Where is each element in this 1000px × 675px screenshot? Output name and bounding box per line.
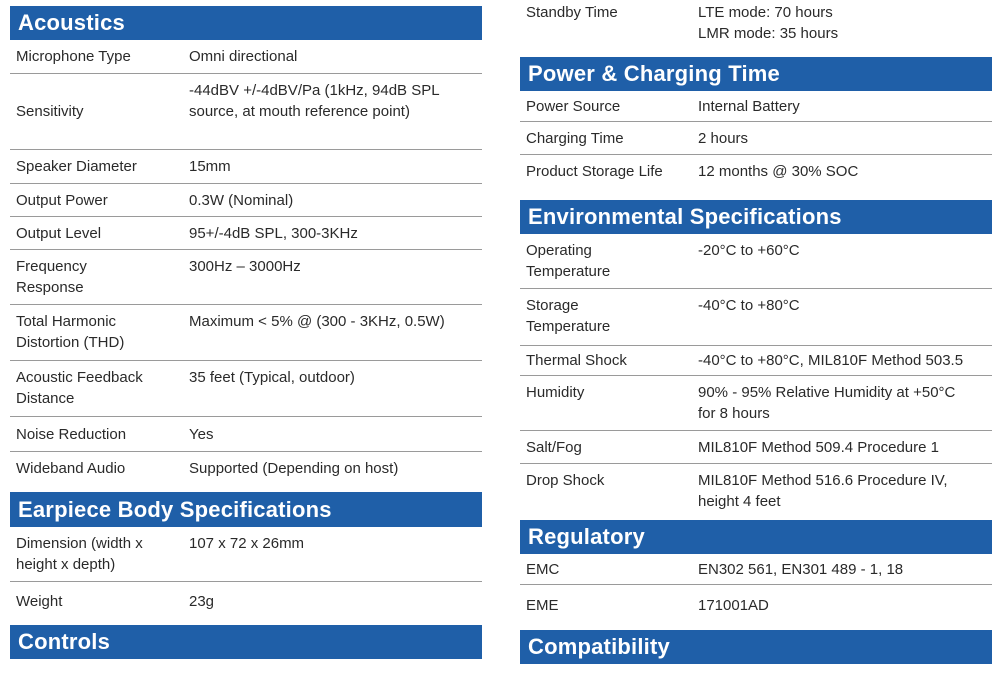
left-column xyxy=(10,0,482,659)
spec-value: MIL810F Method 509.4 Procedure 1 xyxy=(698,438,939,456)
spec-row xyxy=(10,305,482,361)
spec-row xyxy=(10,74,482,150)
spec-label: Charging Time xyxy=(526,129,624,147)
spec-row xyxy=(10,184,482,217)
section-header-regulatory: Regulatory xyxy=(520,520,992,554)
spec-label: Thermal Shock xyxy=(526,352,627,369)
spec-row xyxy=(520,346,992,376)
spec-row xyxy=(10,250,482,305)
spec-value: -44dBV +/-4dBV/Pa (1kHz, 94dB SPL source, at mouth reference point) xyxy=(189,82,440,120)
spec-label: Wideband Audio xyxy=(16,459,126,477)
spec-row xyxy=(10,40,482,74)
spec-row xyxy=(520,464,992,520)
spec-label: Power Source xyxy=(526,97,621,115)
spec-row xyxy=(520,585,992,625)
spec-value: 15mm xyxy=(189,158,231,175)
spec-label: Sensitivity xyxy=(16,103,84,120)
spec-label: EME xyxy=(526,596,559,614)
spec-label: Frequency Response xyxy=(16,258,87,296)
spec-row xyxy=(10,452,482,484)
spec-value: 23g xyxy=(189,592,215,610)
spec-value: Maximum < 5% @ (300 - 3KHz, 0.5W) xyxy=(189,313,445,330)
spec-value: Supported (Depending on host) xyxy=(189,459,399,477)
spec-value: 12 months @ 30% SOC xyxy=(698,163,859,180)
spec-row xyxy=(520,289,992,346)
spec-value: Yes xyxy=(189,425,214,443)
spec-row xyxy=(520,234,992,289)
spec-value: -40°C to +80°C, MIL810F Method 503.5 xyxy=(698,352,964,369)
spec-label: Total Harmonic Distortion (THD) xyxy=(16,313,125,351)
section-header-earpiece: Earpiece Body Specifications xyxy=(10,492,482,527)
spec-row xyxy=(520,155,992,188)
spec-value: 0.3W (Nominal) xyxy=(189,191,294,209)
spec-value: EN302 561, EN301 489 - 1, 18 xyxy=(698,560,904,578)
spec-row xyxy=(10,361,482,417)
spec-label: Noise Reduction xyxy=(16,425,127,443)
spec-row xyxy=(10,150,482,184)
spec-value: 90% - 95% Relative Humidity at +50°C for 8 hours xyxy=(698,384,956,422)
spec-row xyxy=(520,376,992,431)
spec-label: Storage Temperature xyxy=(526,297,611,335)
spec-value: 300Hz – 3000Hz xyxy=(189,258,301,275)
section-header-environmental: Environmental Specifications xyxy=(520,200,992,234)
spec-row xyxy=(520,122,992,155)
spec-label: Microphone Type xyxy=(16,48,131,65)
spec-label: Speaker Diameter xyxy=(16,158,137,175)
spec-label: Weight xyxy=(16,592,63,610)
spec-value: 2 hours xyxy=(698,129,749,147)
spec-value: -20°C to +60°C xyxy=(698,242,800,259)
section-header-compatibility: Compatibility xyxy=(520,630,992,664)
spec-row xyxy=(520,0,992,52)
spec-value: -40°C to +80°C xyxy=(698,297,800,314)
spec-row xyxy=(10,527,482,582)
spec-label: Drop Shock xyxy=(526,472,605,489)
spec-label: Output Power xyxy=(16,191,108,209)
section-header-controls: Controls xyxy=(10,625,482,659)
spec-value: LTE mode: 70 hours LMR mode: 35 hours xyxy=(698,4,839,42)
spec-label: Operating Temperature xyxy=(526,242,611,280)
spec-value: 35 feet (Typical, outdoor) xyxy=(189,369,355,386)
spec-value: 95+/-4dB SPL, 300-3KHz xyxy=(189,224,358,242)
spec-row xyxy=(520,554,992,585)
spec-row xyxy=(10,217,482,250)
section-header-acoustics: Acoustics xyxy=(10,6,482,40)
spec-label: Product Storage Life xyxy=(526,163,663,180)
spec-value: 107 x 72 x 26mm xyxy=(189,535,305,552)
spec-label: Dimension (width x height x depth) xyxy=(16,535,143,573)
spec-value: MIL810F Method 516.6 Procedure IV, height 4 feet xyxy=(698,472,948,510)
spec-label: Humidity xyxy=(526,384,585,401)
spec-value: Internal Battery xyxy=(698,97,800,115)
spec-row xyxy=(10,582,482,620)
spec-label: Output Level xyxy=(16,224,102,242)
spec-row xyxy=(520,91,992,122)
spec-row xyxy=(10,417,482,452)
spec-label: Standby Time xyxy=(526,4,618,21)
right-column xyxy=(520,0,992,664)
section-header-power: Power & Charging Time xyxy=(520,57,992,91)
spec-value: Omni directional xyxy=(189,48,298,65)
spec-row xyxy=(520,431,992,464)
spec-label: Acoustic Feedback Distance xyxy=(16,369,143,407)
spec-label: Salt/Fog xyxy=(526,438,582,456)
spec-value: 171001AD xyxy=(698,596,769,614)
spec-label: EMC xyxy=(526,560,560,578)
